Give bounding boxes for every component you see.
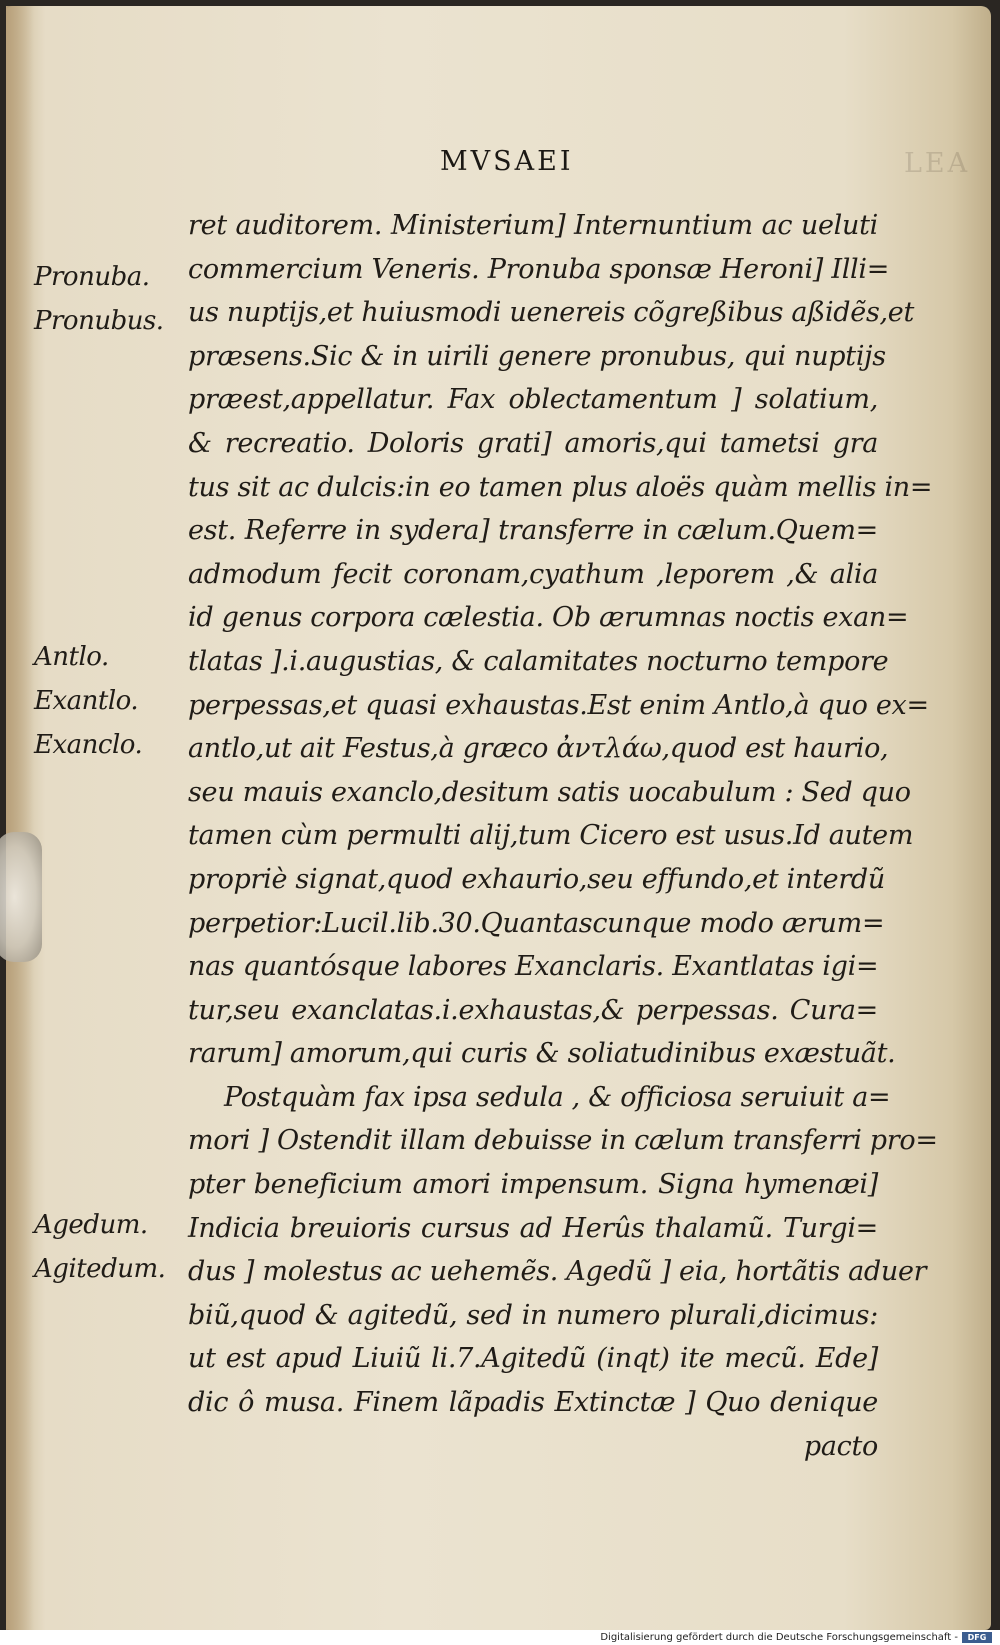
margin-note-pronuba: Pronuba. — [34, 262, 150, 292]
facing-page-bleedthrough: LEA — [904, 148, 971, 179]
text-line: est. Referre in sydera] transferre in cælum.Quem= — [188, 515, 878, 547]
text-line: tur,seu exanclatas.i.exhaustas,& perpessas. Cura= — [188, 994, 878, 1026]
text-line: us nuptijs,et huiusmodi uenereis cõgreßibus aßidẽs,et — [188, 297, 915, 329]
text-line: tlatas ].i.augustias, & calamitates nocturno tempore — [188, 645, 889, 677]
margin-note-agedum: Agedum. — [34, 1210, 148, 1240]
funding-note: Digitalisierung gefördert durch die Deutsche Forschungsgemeinschaft - — [600, 1632, 958, 1643]
text-line: & recreatio. Doloris grati] amoris,qui tametsi gra — [188, 427, 878, 459]
margin-note-pronubus: Pronubus. — [34, 306, 164, 336]
text-line: tamen cùm permulti alij,tum Cicero est usus.Id autem — [188, 820, 914, 852]
catchword: pacto — [803, 1430, 878, 1462]
text-line: præest,appellatur. Fax oblectamentum ] solatium, — [188, 384, 878, 416]
text-line: admodum fecit coronam,cyathum ,leporem ,& alia — [188, 558, 878, 590]
text-line: tus sit ac dulcis:in eo tamen plus aloës quàm mellis in= — [188, 471, 933, 503]
text-line: biũ,quod & agitedũ, sed in numero plurali,dicimus: — [188, 1299, 878, 1331]
dfg-logo: DFG — [962, 1632, 992, 1643]
text-line: ut est apud Liuiũ li.7.Agitedũ (inqt) ite mecũ. Ede] — [188, 1343, 878, 1375]
body-text — [188, 204, 938, 1468]
book-page — [6, 6, 991, 1630]
text-line: dic ô musa. Finem lãpadis Extinctæ ] Quo denique — [188, 1387, 878, 1419]
page-clip-shadow — [0, 832, 42, 962]
text-line: antlo,ut ait Festus,à græco ἀντλάω,quod est haurio, — [188, 733, 889, 765]
text-line: seu mauis exanclo,desitum satis uocabulum : Sed quo — [188, 776, 911, 808]
text-line: pter beneficium amori impensum. Signa hymenæi] — [188, 1169, 878, 1201]
margin-note-exanclo: Exanclo. — [34, 730, 143, 760]
text-line: commercium Veneris. Pronuba sponsæ Heroni] Illi= — [188, 253, 890, 285]
text-line: præsens.Sic & in uirili genere pronubus, qui nuptijs — [188, 340, 886, 372]
text-line: propriè signat,quod exhaurio,seu effundo,et interdũ — [188, 863, 885, 895]
text-line: perpetior:Lucil.lib.30.Quantascunque modo ærum= — [188, 907, 885, 939]
margin-note-antlo: Antlo. — [34, 642, 109, 672]
text-line: perpessas,et quasi exhaustas.Est enim Antlo,à quo ex= — [188, 689, 929, 721]
text-line: Postquàm fax ipsa sedula , & officiosa seruiuit a= — [224, 1081, 891, 1113]
text-line: mori ] Ostendit illam debuisse in cælum transferri pro= — [188, 1125, 938, 1157]
text-line: nas quantósque labores Exanclaris. Exantlatas igi= — [188, 951, 879, 983]
digitization-footer — [0, 1630, 1000, 1645]
text-line: ret auditorem. Ministerium] Internuntium ac ueluti — [188, 210, 878, 241]
text-line: id genus corpora cælestia. Ob ærumnas noctis exan= — [188, 602, 909, 634]
margin-note-agitedum: Agitedum. — [34, 1254, 166, 1284]
margin-note-exantlo: Exantlo. — [34, 686, 139, 716]
text-line: dus ] molestus ac uehemẽs. Agedũ ] eia, hortãtis aduer — [188, 1256, 927, 1288]
text-line: rarum] amorum,qui curis & soliatudinibus exæstuãt. — [188, 1038, 896, 1070]
running-head: MVSAEI — [440, 146, 574, 177]
text-line: Indicia breuioris cursus ad Herûs thalamũ. Turgi= — [188, 1212, 878, 1244]
